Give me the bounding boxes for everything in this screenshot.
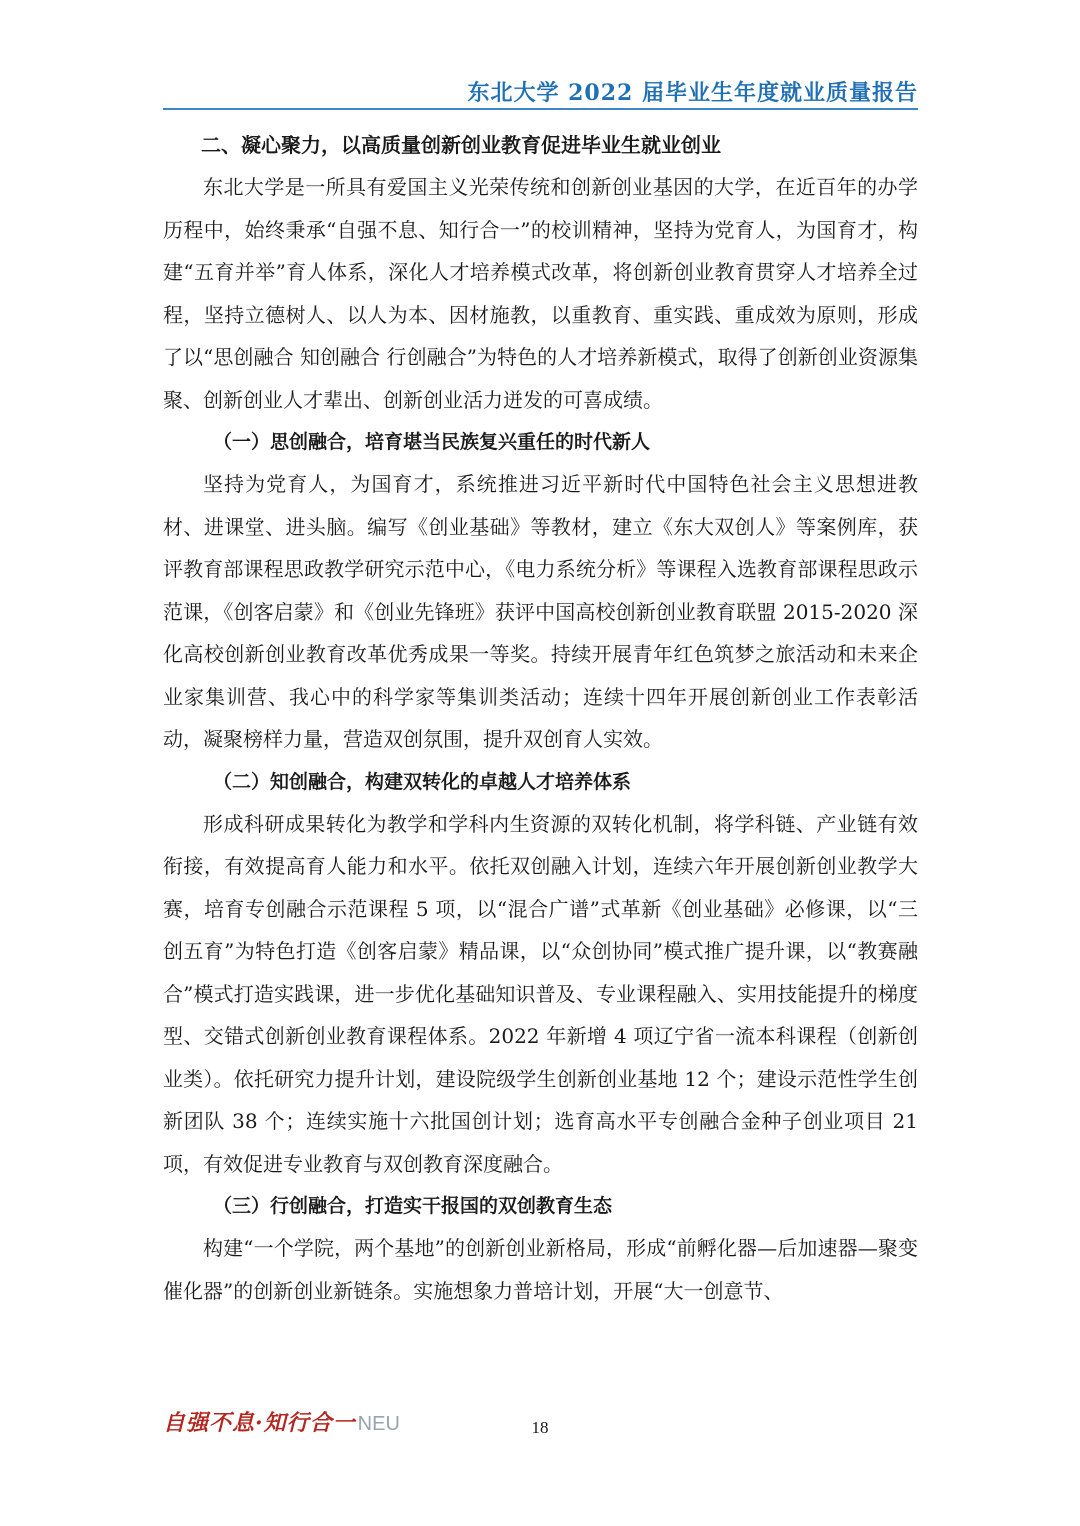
section-heading: 二、凝心聚力，以高质量创新创业教育促进毕业生就业创业 — [201, 133, 721, 157]
motto-script: 自强不息·知行合一 — [163, 1410, 356, 1436]
header-divider — [163, 108, 918, 110]
report-header-title: 东北大学 2022 届毕业生年度就业质量报告 — [467, 80, 918, 106]
page-number: 18 — [531, 1418, 549, 1437]
subsection-heading-2: （二）知创融合，构建双转化的卓越人才培养体系 — [213, 770, 632, 793]
subsection-heading-1: （一）思创融合，培育堪当民族复兴重任的时代新人 — [213, 431, 651, 453]
subsection-paragraph-1: 坚持为党育人，为国育才，系统推进习近平新时代中国特色社会主义思想进教材、进课堂、进头脑。编写《创业基础》等教材，建立《东大双创人》等案例库，获评教育部课程思政教学研究示范中心，《电力系统分析》等课程入选教育部课程思政示范课，《创客启蒙》和《创业先锋班》获评中国高校创新创业教育联盟 2015-2020 深化高校创新创业教育改革优秀成果一等奖。持续开展青年红色筑梦之旅活动和未来企业家集训营、我心中的科学家等集训类活动；连续十四年开展创新创业工作表彰活动，凝聚榜样力量，营造双创氛围，提升双创育人实效。 — [163, 472, 918, 751]
subsection-paragraph-2: 形成科研成果转化为教学和学科内生资源的双转化机制，将学科链、产业链有效衔接，有效提高育人能力和水平。依托双创融入计划，连续六年开展创新创业教学大赛，培育专创融合示范课程 5 项，以“混合广谱”式革新《创业基础》必修课，以“三创五育”为特色打造《创客启蒙》精品课，以“众创协同”模式推广提升课，以“教赛融合”模式打造实践课，进一步优化基础知识普及、专业课程融入、实用技能提升的梯度型、交错式创新创业教育课程体系。2022 年新增 4 项辽宁省一流本科课程（创新创业类）。依托研究力提升计划，建设院级学生创新创业基地 12 个；建设示范性学生创新团队 38 个；连续实施十六批国创计划；选育高水平专创融合金种子创业项目 21 项，有效促进专业教育与双创教育深度融合。 — [163, 811, 918, 1176]
section-intro-paragraph: 东北大学是一所具有爱国主义光荣传统和创新创业基因的大学，在近百年的办学历程中，始终秉承“自强不息、知行合一”的校训精神，坚持为党育人，为国育才，构建“五育并举”育人体系，深化人才培养模式改革，将创新创业教育贯穿人才培养全过程，坚持立德树人、以人为本、因材施教，以重教育、重实践、重成效为原则，形成了以“思创融合 知创融合 行创融合”为特色的人才培养新模式，取得了创新创业资源集聚、创新创业人才辈出、创新创业活力迸发的可喜成绩。 — [163, 175, 918, 412]
subsection-paragraph-3: 构建“一个学院，两个基地”的创新创业新格局，形成“前孵化器—后加速器—聚变催化器”的创新创业新链条。实施想象力普培计划，开展“大一创意节、 — [163, 1236, 918, 1303]
page-content — [163, 124, 918, 1312]
neu-brand-text: NEU — [357, 1413, 400, 1435]
subsection-heading-3: （三）行创融合，打造实干报国的双创教育生态 — [213, 1195, 613, 1217]
